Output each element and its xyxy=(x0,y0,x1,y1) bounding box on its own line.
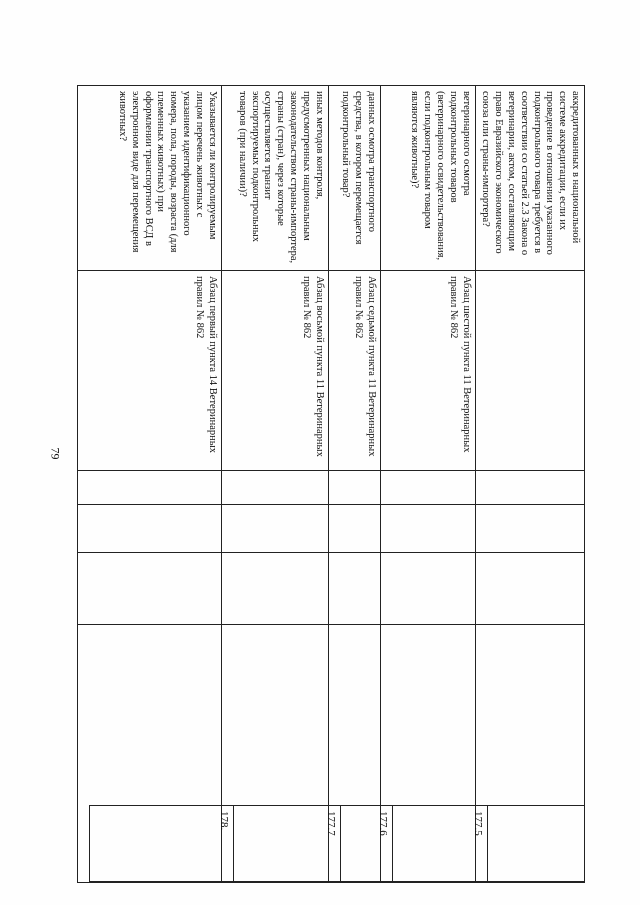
reference-cell: Абзац шестой пункта 11 Ветеринарных правил № 862 xyxy=(380,271,475,471)
reference-cell: Абзац восьмой пункта 11 Ветеринарных правил № 862 xyxy=(221,271,328,471)
no-cell xyxy=(77,505,221,553)
reference-cell: Абзац первый пункта 14 Ветеринарных правил № 862 xyxy=(77,271,221,471)
question-cell: Указывается ли контролируемым лицом перечень животных с указанием идентификационного номера, пола, породы, возраста (для племенных животных) при оформлении транспортного ВСД в электронном виде для перемещения животных? xyxy=(77,86,221,271)
table-row xyxy=(90,806,234,882)
na-cell xyxy=(77,553,221,625)
number-cell: 178. xyxy=(90,806,234,882)
table-area xyxy=(90,85,585,805)
na-cell xyxy=(221,553,328,625)
number-cell: 177.6 xyxy=(341,806,393,882)
reference-cell xyxy=(475,271,584,471)
rotated-table xyxy=(90,85,585,805)
number-cell: 177.5 xyxy=(393,806,488,882)
number-cell xyxy=(488,806,585,882)
na-cell xyxy=(328,553,380,625)
checklist-table xyxy=(77,85,585,883)
question-cell: ветеринарного осмотра подконтрольных товаров (ветеринарного освидетельствования, если подконтрольным товаром являются животные)? xyxy=(380,86,475,271)
question-cell: иных методов контроля, предусмотренных национальным законодательством страны-импортера, страны (стран), через которые осуществляется транзит экспортируемых подконтрольных товаров (при наличии)? xyxy=(221,86,328,271)
table-row xyxy=(475,86,584,883)
reference-cell: Абзац седьмой пункта 11 Ветеринарных правил № 862 xyxy=(328,271,380,471)
page-number: 79 xyxy=(48,447,63,460)
table-row xyxy=(221,86,328,883)
table-row xyxy=(328,86,380,883)
na-cell xyxy=(475,553,584,625)
yes-cell xyxy=(328,471,380,505)
table-row xyxy=(234,806,341,882)
yes-cell xyxy=(380,471,475,505)
number-column xyxy=(90,805,585,882)
table-row xyxy=(77,86,221,883)
table-row xyxy=(341,806,393,882)
yes-cell xyxy=(77,471,221,505)
yes-cell xyxy=(221,471,328,505)
no-cell xyxy=(380,505,475,553)
question-cell: аккредитованных в национальной системе аккредитации, если их проведение в отношении указанного подконтрольного товара требуется в соответствии со статьей 2.3 Закона о ветеринарии, актом, составляющим право Евразийского экономического союза или страны-импортера? xyxy=(475,86,584,271)
no-cell xyxy=(221,505,328,553)
number-cell: 177.7 xyxy=(234,806,341,882)
table-row xyxy=(488,806,585,882)
yes-cell xyxy=(475,471,584,505)
no-cell xyxy=(475,505,584,553)
na-cell xyxy=(380,553,475,625)
no-cell xyxy=(328,505,380,553)
question-cell: данных осмотра транспортного средства, в котором перемещается подконтрольный товар? xyxy=(328,86,380,271)
table-row xyxy=(393,806,488,882)
table-row xyxy=(380,86,475,883)
